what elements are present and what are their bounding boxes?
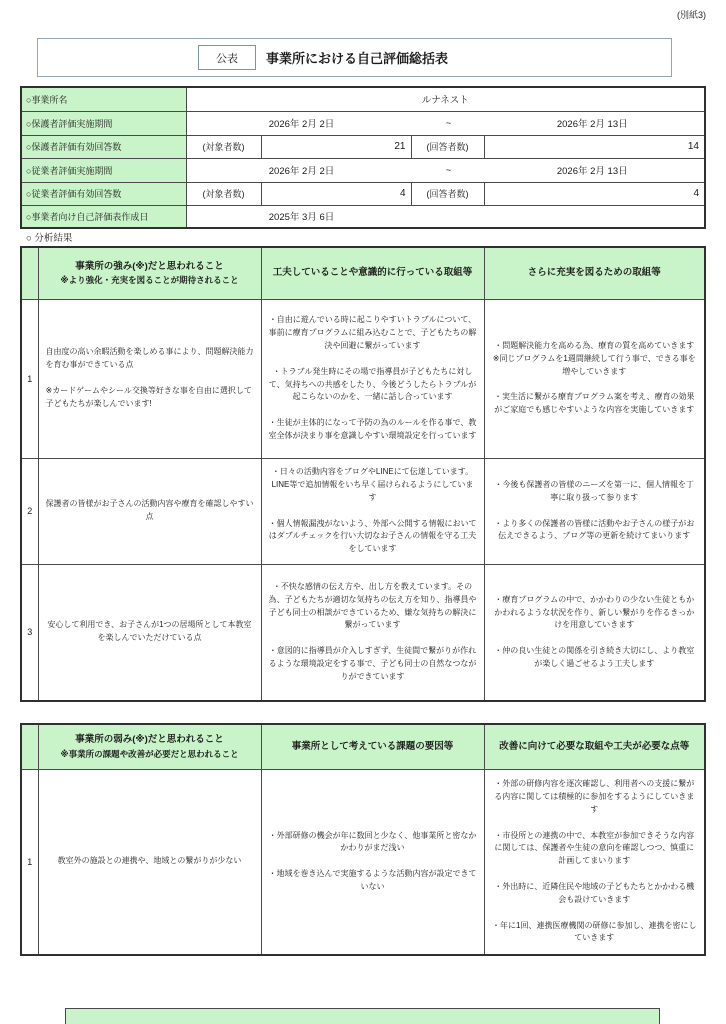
- strengths-number-header: [21, 247, 38, 299]
- strengths-row-3-practices: [261, 564, 484, 701]
- staff-period-value: [186, 158, 705, 182]
- strengths-row-1-future-actions: [484, 299, 705, 458]
- self-eval-date-row: [21, 205, 705, 228]
- page-title: 事業所における自己評価総括表: [266, 51, 449, 66]
- weaknesses-col1-header-line2: ※事業所の課題や改善が必要だと思われること: [60, 748, 239, 759]
- cell-paragraph: 安心して利用でき、お子さんが1つの居場所として本教室を楽しんでいただけている点: [47, 620, 252, 643]
- staff-period-label: ○従業者評価実施期間: [21, 158, 186, 182]
- cell-paragraph: ・今後も保護者の皆様のニーズを第一に、個人情報を丁寧に取り扱って参ります: [494, 479, 695, 502]
- strengths-col2-header: 工夫していることや意識的に行っている取組等: [261, 247, 484, 299]
- guardian-responses-label: ○保護者評価有効回答数: [21, 135, 186, 158]
- weaknesses-row-1-causes: [261, 769, 484, 955]
- facility-name-row: [21, 87, 705, 111]
- staff-target-label: (対象者数): [186, 182, 261, 205]
- guardian-period-row: [21, 111, 705, 135]
- strengths-row-2: [21, 458, 705, 564]
- cell-paragraph: ・個人情報漏洩がないよう、外部へ公開する情報においてはダブルチェックを行い大切なお子さんの情報を守る工夫をしています: [268, 518, 477, 554]
- staff-period-separator: ~: [445, 164, 452, 176]
- weaknesses-row-1-number: 1: [21, 769, 38, 955]
- cell-paragraph: ・より多くの保護者の皆様に活動やお子さんの様子がお伝えできるよう、ブログ等の更新を続けてまいります: [494, 518, 695, 541]
- self-eval-date-text: 2025年 3月 6日: [268, 212, 335, 224]
- staff-respondent-label: (回答者数): [411, 182, 484, 205]
- guardian-period-start: 2026年 2月 2日: [268, 119, 335, 130]
- guardian-period-end: 2026年 2月 13日: [556, 119, 628, 130]
- publish-badge: 公表: [198, 45, 256, 70]
- guardian-target-label: (対象者数): [186, 135, 261, 158]
- strengths-row-2-future-actions: [484, 458, 705, 564]
- strengths-col1-header-line2: ※より強化・充実を図ることが期待されること: [60, 275, 239, 285]
- cell-paragraph: ・外部の研修内容を逐次確認し、利用者への支援に繋がる内容に関しては積極的に参加をするようにしていきます: [494, 779, 695, 814]
- guardian-period-value: [186, 111, 705, 135]
- cell-paragraph: 自由度の高い余暇活動を楽しめる事により、問題解決能力を育む事ができている点: [45, 347, 254, 370]
- strengths-row-3: [21, 564, 705, 701]
- facility-info-table: [20, 86, 706, 229]
- strengths-header-row: [21, 247, 705, 299]
- strengths-row-3-future-actions: [484, 564, 705, 701]
- strengths-row-1: [21, 299, 705, 458]
- weaknesses-row-1: [21, 769, 705, 955]
- analysis-section-label: ○ 分析結果: [26, 233, 73, 244]
- attachment-number-note: (別紙3): [677, 10, 706, 20]
- staff-responses-row: [21, 182, 705, 205]
- strengths-row-1-number: 1: [21, 299, 38, 458]
- strengths-row-3-strength: [38, 564, 261, 701]
- strengths-row-3-number: 3: [21, 564, 38, 701]
- guardian-respondent-count: 14: [484, 135, 705, 158]
- strengths-table: [20, 246, 706, 702]
- cell-paragraph: ・問題解決能力を高める為、療育の質を高めていきます: [494, 341, 695, 350]
- guardian-responses-row: [21, 135, 705, 158]
- cell-paragraph: ・仲の良い生徒との関係を引き続き大切にし、より教室が楽しく過ごせるよう工夫します: [494, 646, 695, 668]
- cell-paragraph: ・意図的に指導員が介入しすぎず、生徒間で繋がりが作れるような環境設定をする事で、子ども同士の自然なつながりができています: [268, 646, 477, 681]
- title-box: [37, 38, 672, 77]
- facility-name-value: ルナネスト: [186, 87, 705, 111]
- self-eval-date-value: [186, 205, 705, 228]
- weaknesses-row-1-weakness: [38, 769, 261, 955]
- cell-paragraph: ・日々の活動内容をブログやLINEにて伝達しています。LINE等で追加情報をいち早く届けられるようにしています: [271, 467, 474, 502]
- cell-paragraph: ※カードゲームやシール交換等好きな事を自由に選択して子どもたちが楽しんでいます!: [45, 386, 252, 408]
- strengths-col1-header-line1: 事業所の強み(※)だと思われること: [75, 260, 224, 272]
- staff-period-start: 2026年 2月 2日: [268, 166, 335, 177]
- staff-period-row: [21, 158, 705, 182]
- guardian-period-label: ○保護者評価実施期間: [21, 111, 186, 135]
- staff-period-end: 2026年 2月 13日: [556, 166, 628, 177]
- cell-paragraph: ・外部研修の機会が年に数回と少なく、他事業所と密なかかわりがまだ浅い: [268, 830, 477, 853]
- guardian-target-count: 21: [261, 135, 411, 158]
- cell-paragraph: ・自由に遊んでいる時に起こりやすいトラブルについて、事前に療育プログラムに組み込むことで、子どもたちの解決や回避に繋がっています: [268, 315, 477, 350]
- weaknesses-table: [20, 723, 706, 956]
- weaknesses-col1-header-line1: 事業所の弱み(※)だと思われること: [75, 734, 224, 746]
- weaknesses-row-1-improvements: [484, 769, 705, 955]
- cell-paragraph: 保護者の皆様がお子さんの活動内容や療育を確認しやすい点: [45, 499, 254, 521]
- cell-paragraph: ・療育プログラムの中で、かかわりの少ない生徒ともかかわれるような状況を作り、新しい繋がりを作るきっかけを用意していきます: [494, 594, 695, 630]
- strengths-col1-header: [38, 247, 261, 299]
- strengths-row-1-strength: [38, 299, 261, 458]
- cell-paragraph: ※同じプログラムを1週間継続して行う事で、できる事を増やしていきます: [492, 353, 696, 376]
- strengths-row-1-practices: [261, 299, 484, 458]
- cell-paragraph: ・外出時に、近隣住民や地域の子どもたちとかかわる機会も設けていきます: [494, 882, 695, 904]
- guardian-period-separator: ~: [445, 117, 452, 129]
- strengths-row-2-practices: [261, 458, 484, 564]
- cell-paragraph: ・トラブル発生時にその場で指導員が子どもたちに対して、気持ちへの共感をしたり、今後どうしたらトラブルが起こらないのかを、一緒に話し合っています: [268, 366, 477, 402]
- strengths-col3-header: さらに充実を図るための取組等: [484, 247, 705, 299]
- weaknesses-number-header: [21, 724, 38, 769]
- cell-paragraph: ・市役所との連携の中で、本教室が参加できそうな内容に関しては、保護者や生徒の意向を確認しつつ、慎重に計画してまいります: [494, 830, 695, 866]
- cell-paragraph: ・年に1回、連携医療機関の研修に参加し、連携を密にしていきます: [492, 920, 697, 943]
- staff-target-count: 4: [261, 182, 411, 205]
- cell-paragraph: ・生徒が主体的になって予防の為のルールを作る事で、教室全体が決まり事を意識しやすい環境設定を行っています: [268, 418, 477, 440]
- guardian-respondent-label: (回答者数): [411, 135, 484, 158]
- facility-name-label: ○事業所名: [21, 87, 186, 111]
- staff-respondent-count: 4: [484, 182, 705, 205]
- next-table-header-cutoff: [65, 1008, 660, 1024]
- weaknesses-header-row: [21, 724, 705, 769]
- cell-paragraph: ・地域を巻き込んで実施するような活動内容が設定できていない: [268, 869, 477, 892]
- weaknesses-col1-header: [38, 724, 261, 769]
- cell-paragraph: 教室外の施設との連携や、地域との繋がりが少ない: [57, 856, 242, 866]
- weaknesses-col2-header: 事業所として考えている課題の要因等: [261, 724, 484, 769]
- weaknesses-col3-header: 改善に向けて必要な取組や工夫が必要な点等: [484, 724, 705, 769]
- self-eval-date-label: ○事業者向け自己評価表作成日: [21, 205, 186, 228]
- strengths-row-2-number: 2: [21, 458, 38, 564]
- cell-paragraph: ・不快な感情の伝え方や、出し方を教えています。その為、子どもたちが適切な気持ちの伝え方を知り、指導員や子ども同士の相談ができているため、嫌な気持ちの解決に繋がっています: [268, 581, 477, 630]
- staff-responses-label: ○従業者評価有効回答数: [21, 182, 186, 205]
- cell-paragraph: ・実生活に繋がる療育プログラム案を考え、療育の効果がご家庭でも感じやすいような内容を実施していきます: [494, 392, 695, 415]
- strengths-row-2-strength: [38, 458, 261, 564]
